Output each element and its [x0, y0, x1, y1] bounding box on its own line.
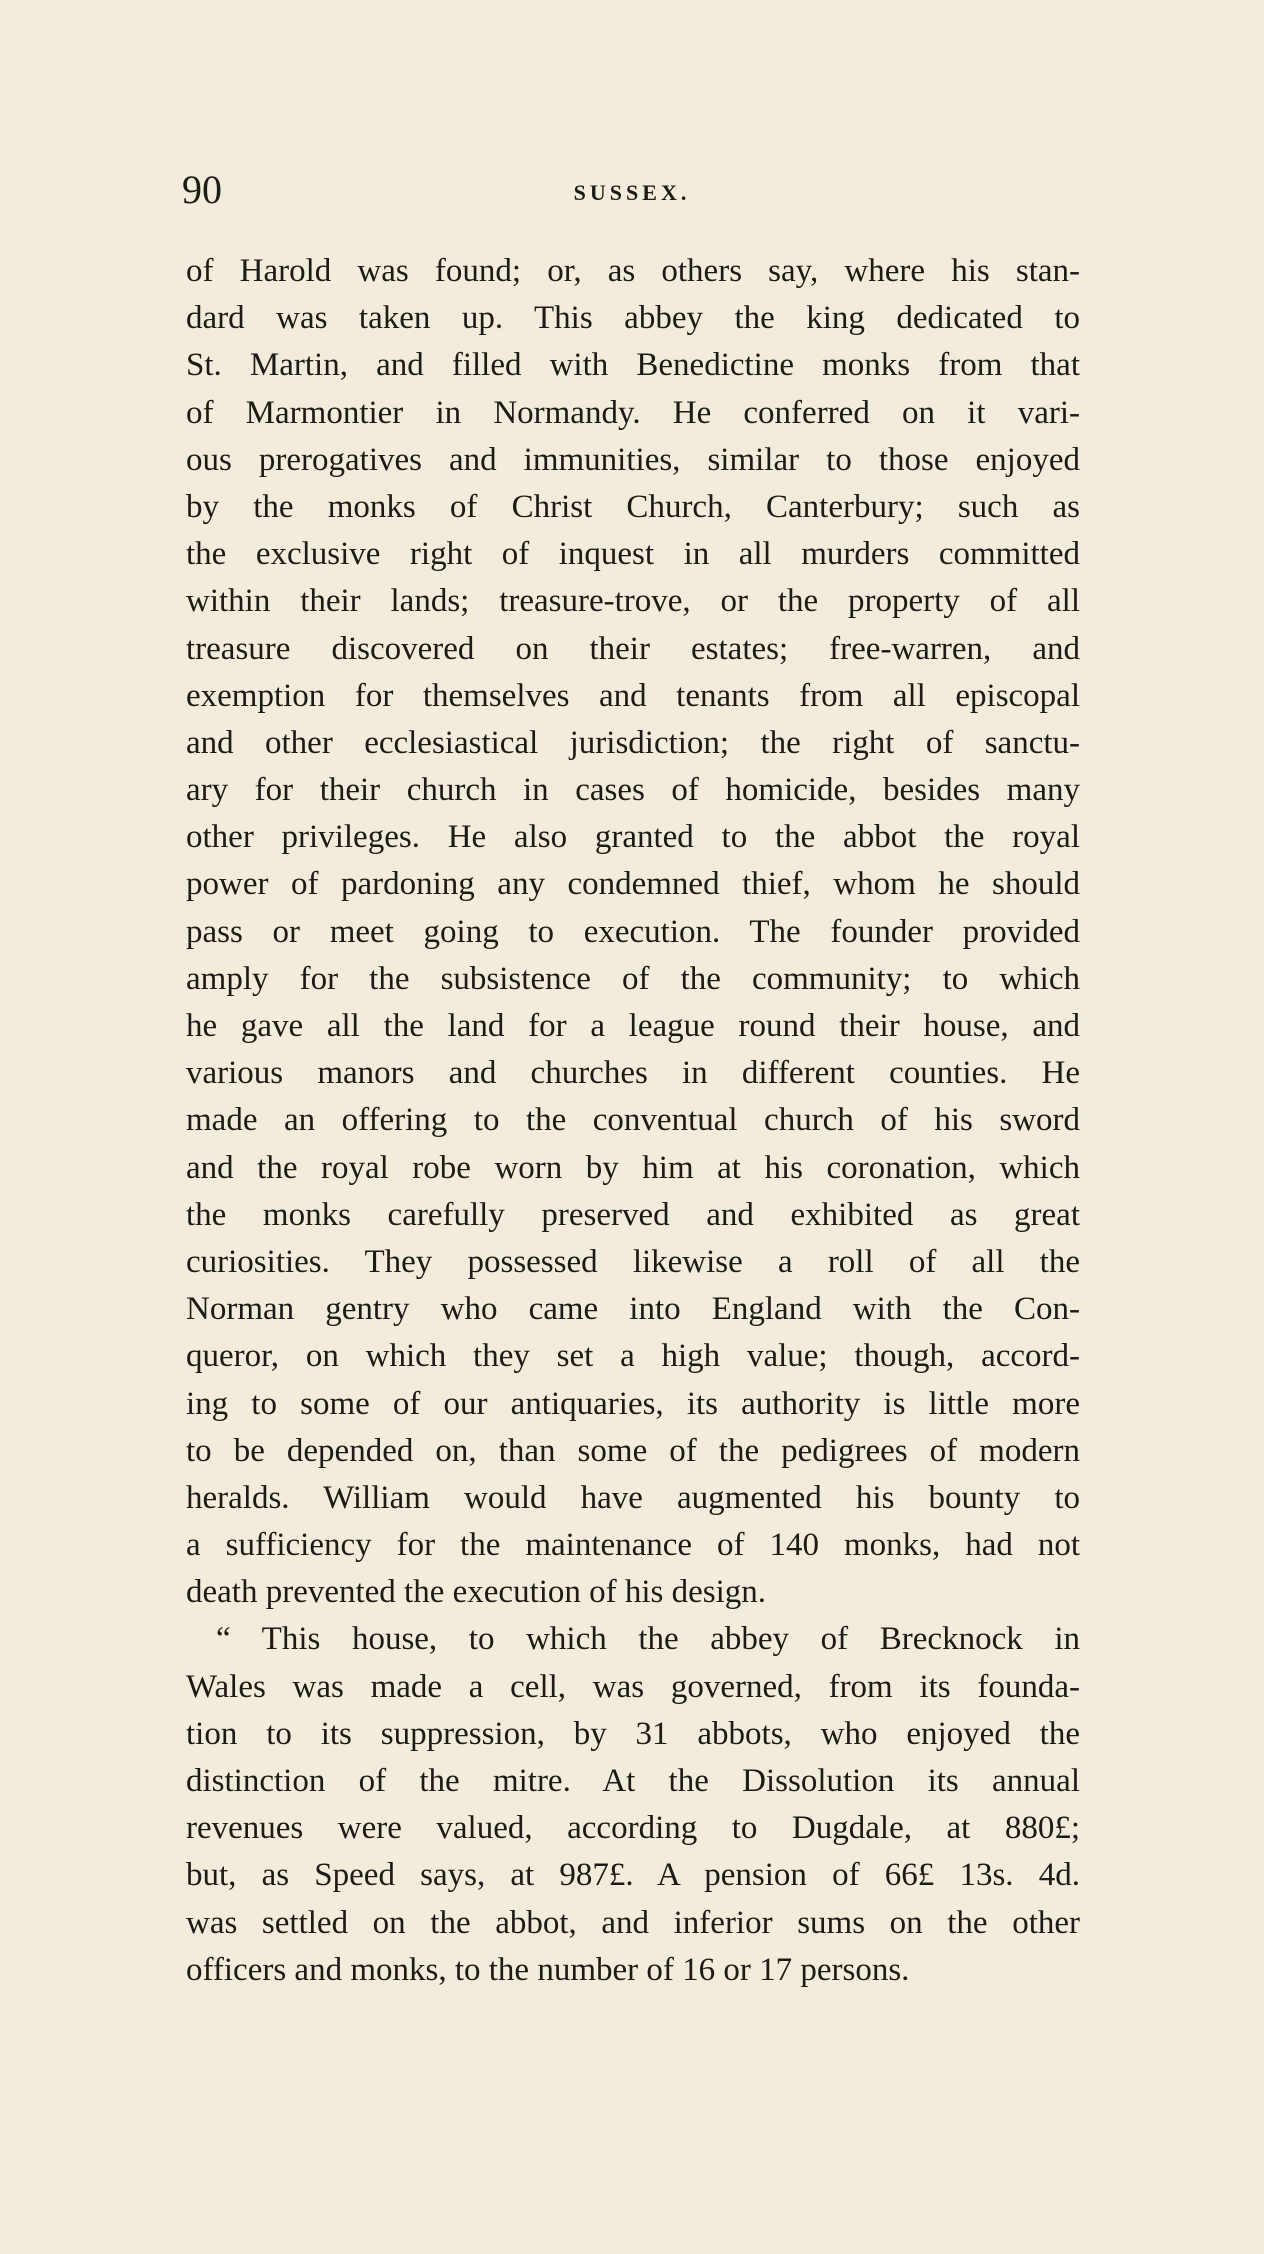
text-line: Wales was made a cell, was governed, from its founda-	[186, 1668, 1080, 1705]
text-line: St. Martin, and filled with Benedictine monks from that	[186, 347, 1080, 384]
text-line: and the royal robe worn by him at his coronation, which	[186, 1149, 1080, 1186]
text-line: Norman gentry who came into England with the Con-	[186, 1291, 1080, 1328]
text-line-paragraph-end: death prevented the execution of his design.	[186, 1574, 767, 1611]
text-line: made an offering to the conventual church of his sword	[186, 1102, 1080, 1139]
text-line: treasure discovered on their estates; free-warren, and	[186, 630, 1080, 667]
text-line: queror, on which they set a high value; though, accord-	[186, 1338, 1080, 1375]
text-line-paragraph-start: “ This house, to which the abbey of Brecknock in	[216, 1621, 1080, 1658]
text-line: a sufficiency for the maintenance of 140 monks, had not	[186, 1527, 1080, 1564]
text-line: other privileges. He also granted to the abbot the royal	[186, 819, 1080, 856]
text-line: within their lands; treasure-trove, or the property of all	[186, 583, 1080, 620]
text-line: of Harold was found; or, as others say, where his stan-	[186, 253, 1080, 289]
text-line: exemption for themselves and tenants from all episcopal	[186, 677, 1080, 714]
text-line: but, as Speed says, at 987£. A pension of 66£ 13s. 4d.	[186, 1857, 1080, 1894]
text-line: amply for the subsistence of the community; to which	[186, 960, 1080, 997]
page-header	[0, 167, 1264, 220]
text-line: revenues were valued, according to Dugdale, at 880£;	[186, 1810, 1080, 1847]
text-line: tion to its suppression, by 31 abbots, who enjoyed the	[186, 1715, 1080, 1752]
text-line: pass or meet going to execution. The founder provided	[186, 913, 1080, 950]
text-line: the monks carefully preserved and exhibited as great	[186, 1196, 1080, 1233]
text-line: dard was taken up. This abbey the king dedicated to	[186, 300, 1080, 337]
text-line: power of pardoning any condemned thief, whom he should	[186, 866, 1080, 903]
text-line: ary for their church in cases of homicide, besides many	[186, 772, 1080, 809]
running-title: SUSSEX.	[573, 180, 691, 205]
text-line: was settled on the abbot, and inferior sums on the other	[186, 1904, 1080, 1941]
page-number: 90	[182, 167, 222, 212]
text-line: of Marmontier in Normandy. He conferred on it vari-	[186, 394, 1080, 431]
text-line: to be depended on, than some of the pedigrees of modern	[186, 1432, 1080, 1469]
text-line: various manors and churches in different counties. He	[186, 1055, 1080, 1092]
text-line: heralds. William would have augmented his bounty to	[186, 1479, 1080, 1516]
text-line: and other ecclesiastical jurisdiction; the right of sanctu-	[186, 724, 1080, 761]
text-line: he gave all the land for a league round their house, and	[186, 1008, 1080, 1044]
text-line: ous prerogatives and immunities, similar to those enjoyed	[186, 441, 1080, 478]
text-line: by the monks of Christ Church, Canterbury; such as	[186, 488, 1080, 525]
text-line: curiosities. They possessed likewise a roll of all the	[186, 1243, 1080, 1280]
text-line: the exclusive right of inquest in all murders committed	[186, 536, 1080, 573]
text-line: ing to some of our antiquaries, its authority is little more	[186, 1385, 1080, 1422]
text-line-paragraph-end: officers and monks, to the number of 16 or 17 persons.	[186, 1951, 910, 1988]
text-line: distinction of the mitre. At the Dissolution its annual	[186, 1763, 1080, 1799]
body-text	[186, 248, 1080, 1994]
